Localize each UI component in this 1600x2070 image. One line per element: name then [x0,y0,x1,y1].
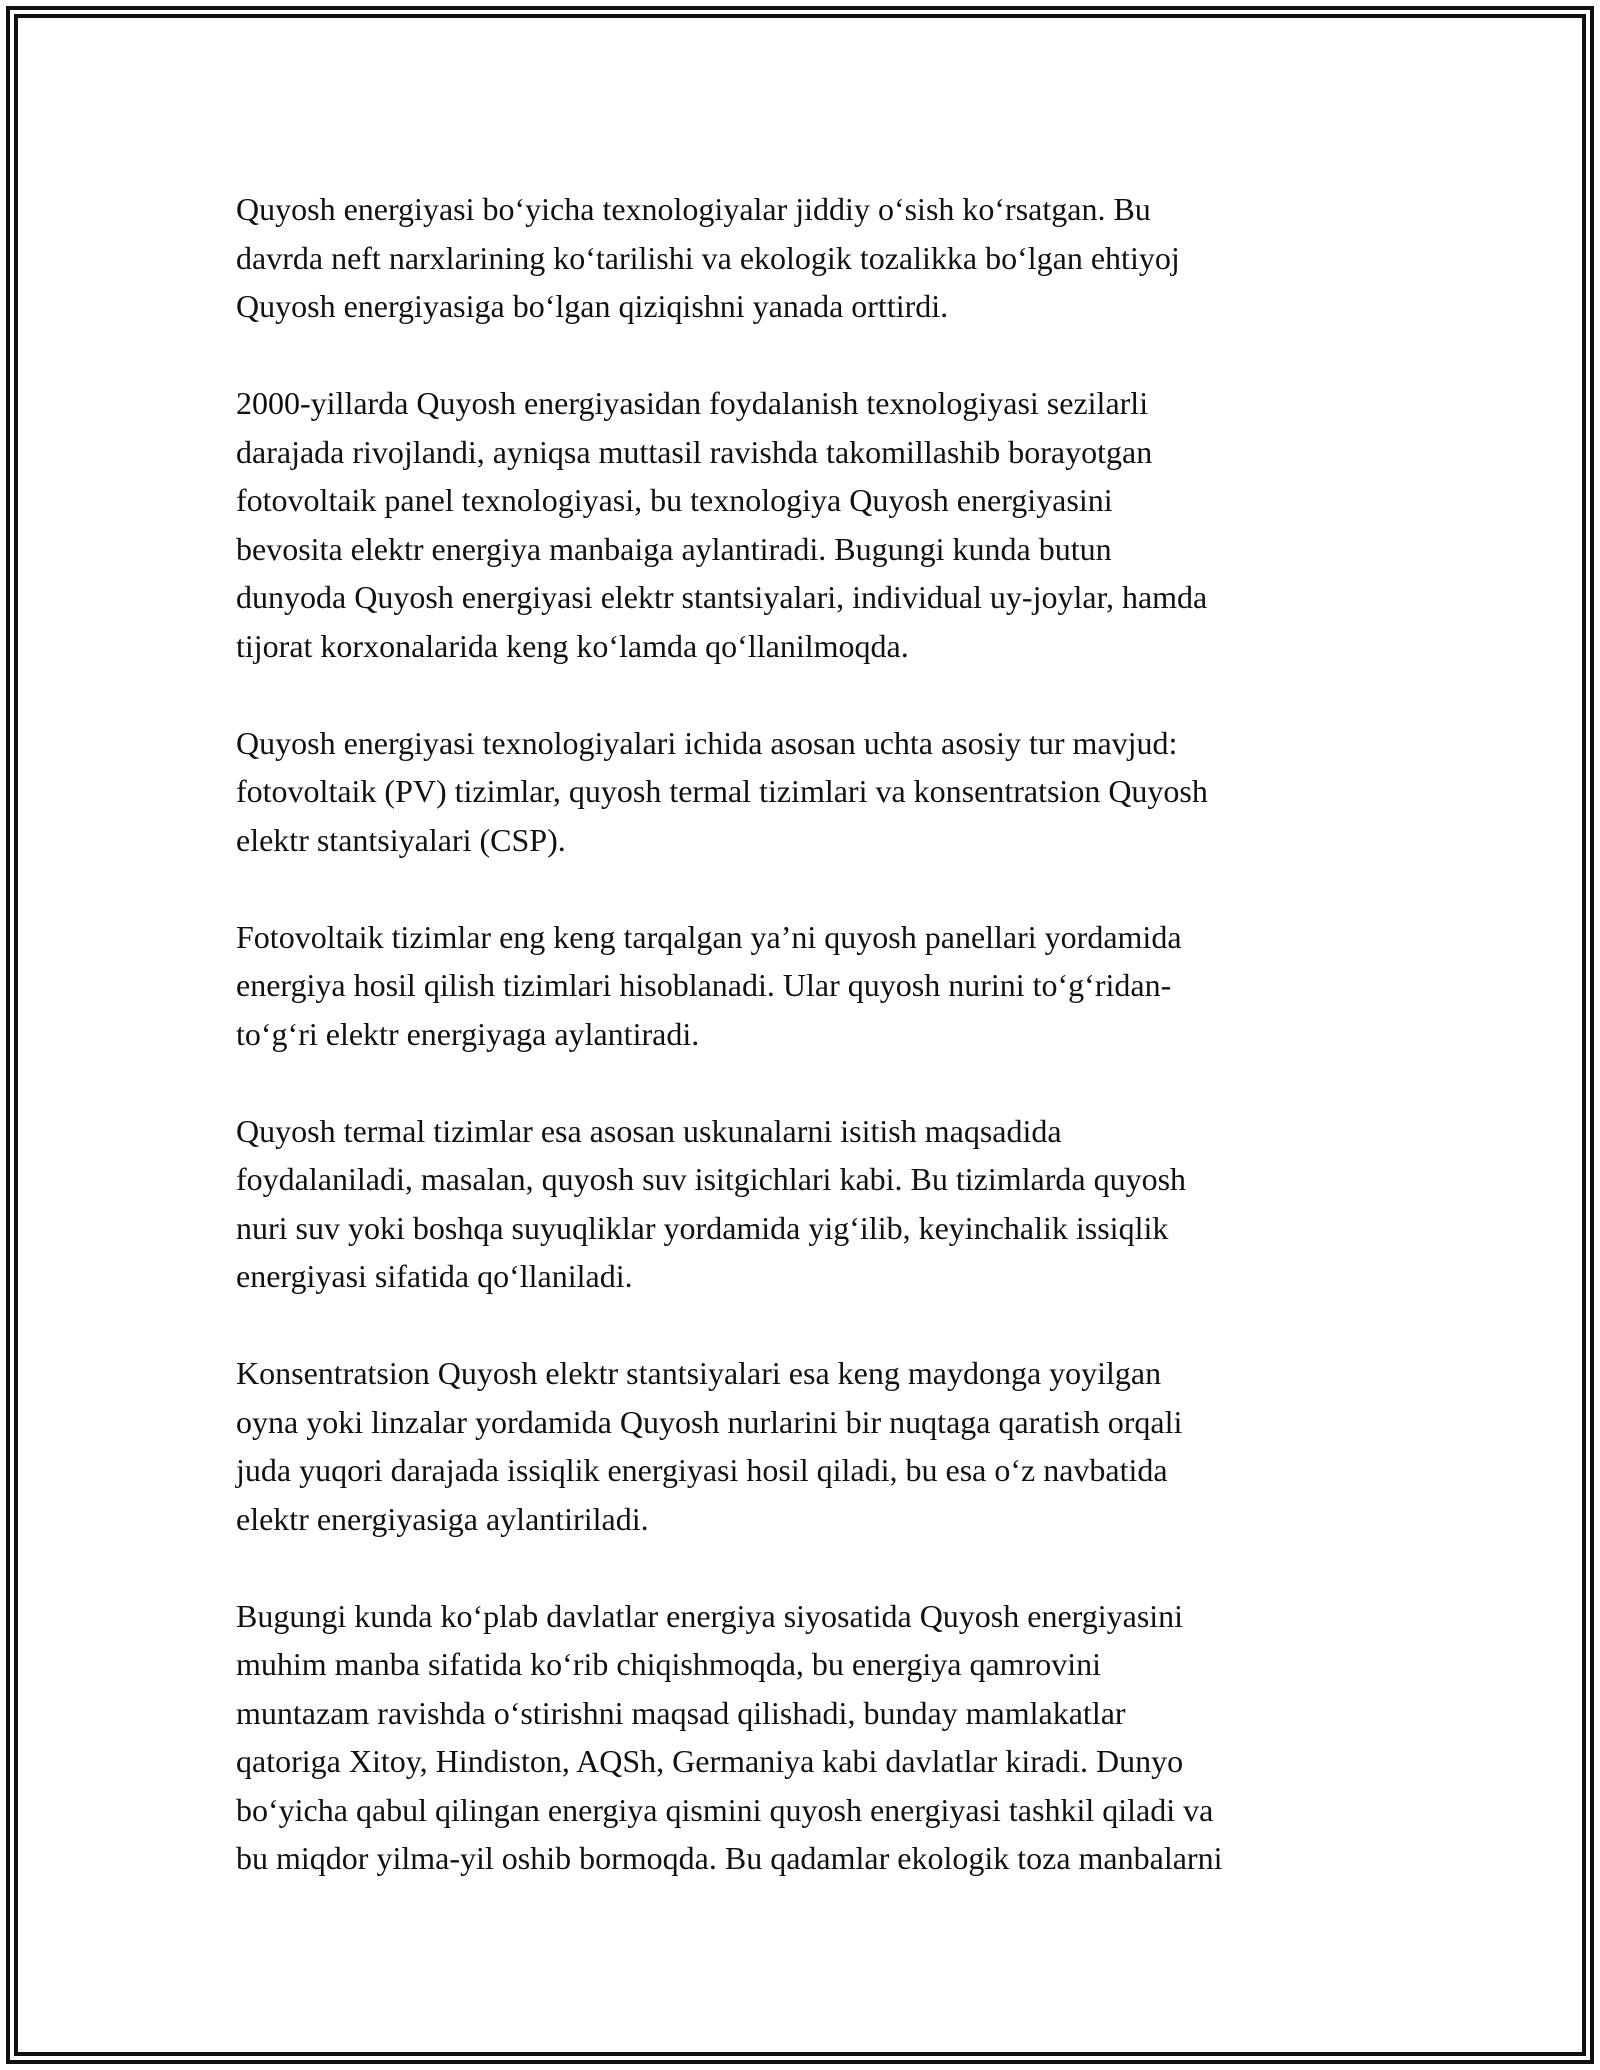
paragraph-6 [236,1349,1376,1543]
text-line: Quyosh energiyasi bo‘yicha texnologiyalar jiddiy o‘sish ko‘rsatgan. Bu [236,191,1151,227]
text-line: to‘g‘ri elektr energiyaga aylantiradi. [236,1015,700,1052]
text-line: qatoriga Xitoy, Hindiston, AQSh, Germaniya kabi davlatlar kiradi. Dunyo [236,1743,1184,1779]
paragraph-4 [236,913,1376,1059]
paragraph-5 [236,1107,1376,1301]
text-line: Konsentratsion Quyosh elektr stantsiyalari esa keng maydonga yoyilgan [236,1355,1162,1391]
text-line: muhim manba sifatida ko‘rib chiqishmoqda, bu energiya qamrovini [236,1646,1101,1682]
text-line: elektr stantsiyalari (CSP). [236,821,566,858]
text-line: tijorat korxonalarida keng ko‘lamda qo‘llanilmoqda. [236,627,909,664]
text-line: elektr energiyasiga aylantiriladi. [236,1500,649,1537]
text-line: 2000-yillarda Quyosh energiyasidan foydalanish texnologiyasi sezilarli [236,385,1149,421]
text-line: bo‘yicha qabul qilingan energiya qismini quyosh energiyasi tashkil qiladi va [236,1791,1214,1828]
text-line: Quyosh energiyasi texnologiyalari ichida asosan uchta asosiy tur mavjud: [236,724,1178,761]
text-line: Fotovoltaik tizimlar eng keng tarqalgan ya’ni quyosh panellari yordamida [236,918,1182,955]
text-line: muntazam ravishda o‘stirishni maqsad qilishadi, bunday mamlakatlar [236,1694,1126,1731]
document-body [236,185,1376,1931]
text-line: fotovoltaik panel texnologiyasi, bu texnologiya Quyosh energiyasini [236,482,1113,518]
text-line: dunyoda Quyosh energiyasi elektr stantsiyalari, individual uy-joylar, hamda [236,579,1208,615]
paragraph-3 [236,719,1376,865]
text-line: energiyasi sifatida qo‘llaniladi. [236,1258,633,1294]
paragraph-7 [236,1592,1376,1883]
text-line: oyna yoki linzalar yordamida Quyosh nurlarini bir nuqtaga qaratish orqali [236,1403,1183,1440]
text-line: bu miqdor yilma-yil oshib bormoqda. Bu qadamlar ekologik toza manbalarni [236,1840,1223,1876]
text-line: Bugungi kunda ko‘plab davlatlar energiya siyosatida Quyosh energiyasini [236,1597,1184,1634]
text-line: fotovoltaik (PV) tizimlar, quyosh termal tizimlari va konsentratsion Quyosh [236,773,1208,809]
text-line: davrda neft narxlarining ko‘tarilishi va ekologik tozalikka bo‘lgan ehtiyoj [236,239,1180,276]
text-line: energiya hosil qilish tizimlari hisoblanadi. Ular quyosh nurini to‘g‘ridan- [236,967,1172,1003]
text-line: darajada rivojlandi, ayniqsa muttasil ravishda takomillashib borayotgan [236,433,1153,470]
text-line: bevosita elektr energiya manbaiga aylantiradi. Bugungi kunda butun [236,530,1112,567]
text-line: juda yuqori darajada issiqlik energiyasi hosil qiladi, bu esa o‘z navbatida [236,1452,1168,1488]
paragraph-1 [236,185,1376,331]
text-line: Quyosh energiyasiga bo‘lgan qiziqishni yanada orttirdi. [236,288,949,324]
text-line: Quyosh termal tizimlar esa asosan uskunalarni isitish maqsadida [236,1112,1062,1149]
paragraph-2 [236,379,1376,670]
text-line: foydalaniladi, masalan, quyosh suv isitgichlari kabi. Bu tizimlarda quyosh [236,1161,1187,1197]
text-line: nuri suv yoki boshqa suyuqliklar yordamida yig‘ilib, keyinchalik issiqlik [236,1209,1169,1246]
